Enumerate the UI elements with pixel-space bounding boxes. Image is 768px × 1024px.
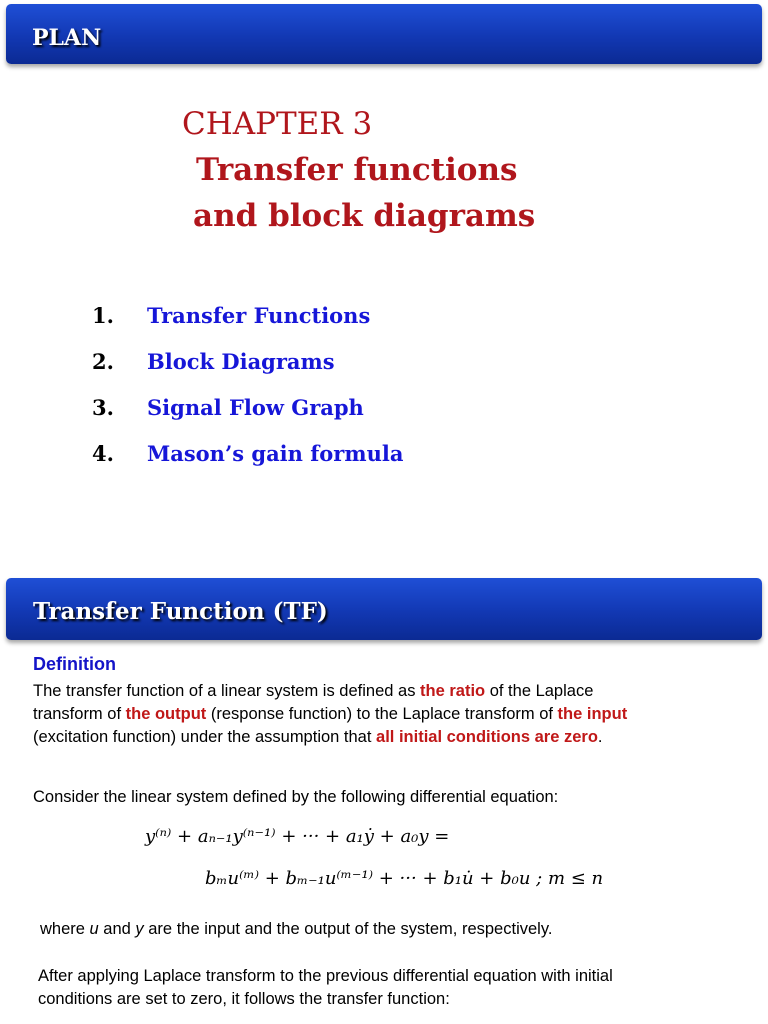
variable-u: u xyxy=(89,920,99,938)
chapter-subtitle-line2: and block diagrams xyxy=(193,198,536,234)
plan-item-number: 4. xyxy=(92,441,114,466)
plan-item-signal-flow-graph: Signal Flow Graph xyxy=(147,395,364,420)
plan-item-transfer-functions: Transfer Functions xyxy=(147,303,371,328)
chapter-subtitle-line1: Transfer functions xyxy=(196,152,518,188)
plan-banner-title: PLAN xyxy=(32,25,102,51)
definition-line-3 xyxy=(33,726,603,749)
highlight-the-input: the input xyxy=(557,705,628,723)
plan-item-number: 1. xyxy=(92,303,114,328)
where-text xyxy=(40,918,552,941)
chapter-label: CHAPTER 3 xyxy=(182,106,373,142)
definition-heading: Definition xyxy=(33,654,116,674)
consider-text: Consider the linear system defined by the following differential equation: xyxy=(33,788,559,806)
plan-item-block-diagrams: Block Diagrams xyxy=(147,349,335,374)
definition-line-1 xyxy=(33,680,593,703)
variable-y: y xyxy=(135,920,144,938)
definition-text: . xyxy=(597,728,603,746)
transfer-function-banner-title: Transfer Function (TF) xyxy=(33,598,328,625)
differential-equation-line-1: y⁽ⁿ⁾ + aₙ₋₁y⁽ⁿ⁻¹⁾ + ··· + a₁ẏ + a₀y = xyxy=(145,826,450,847)
transfer-function-banner xyxy=(6,578,762,640)
plan-banner xyxy=(6,4,762,64)
after-text-line-1: After applying Laplace transform to the previous differential equation with initial xyxy=(38,967,613,985)
plan-item-number: 2. xyxy=(92,349,114,374)
plan-item-number: 3. xyxy=(92,395,114,420)
plan-item-masons-gain-formula: Mason’s gain formula xyxy=(147,441,404,466)
where-text-part: are the input and the output of the system, respectively. xyxy=(143,920,553,938)
after-text-line-2: conditions are set to zero, it follows the transfer function: xyxy=(38,990,450,1008)
where-text-part: and xyxy=(98,920,136,938)
definition-text: of the Laplace xyxy=(485,682,594,700)
differential-equation-line-2: bₘu⁽ᵐ⁾ + bₘ₋₁u⁽ᵐ⁻¹⁾ + ··· + b₁u̇ + b₀u ; m ≤ n xyxy=(205,868,604,889)
definition-text: transform of xyxy=(33,705,126,723)
where-text-part: where xyxy=(40,920,90,938)
highlight-initial-conditions: all initial conditions are zero xyxy=(376,728,598,746)
highlight-the-ratio: the ratio xyxy=(420,682,486,700)
definition-text: (excitation function) under the assumption that xyxy=(33,728,377,746)
definition-text: (response function) to the Laplace transform of xyxy=(206,705,558,723)
highlight-the-output: the output xyxy=(125,705,207,723)
definition-line-2 xyxy=(33,703,627,726)
definition-text: The transfer function of a linear system is defined as xyxy=(33,682,421,700)
